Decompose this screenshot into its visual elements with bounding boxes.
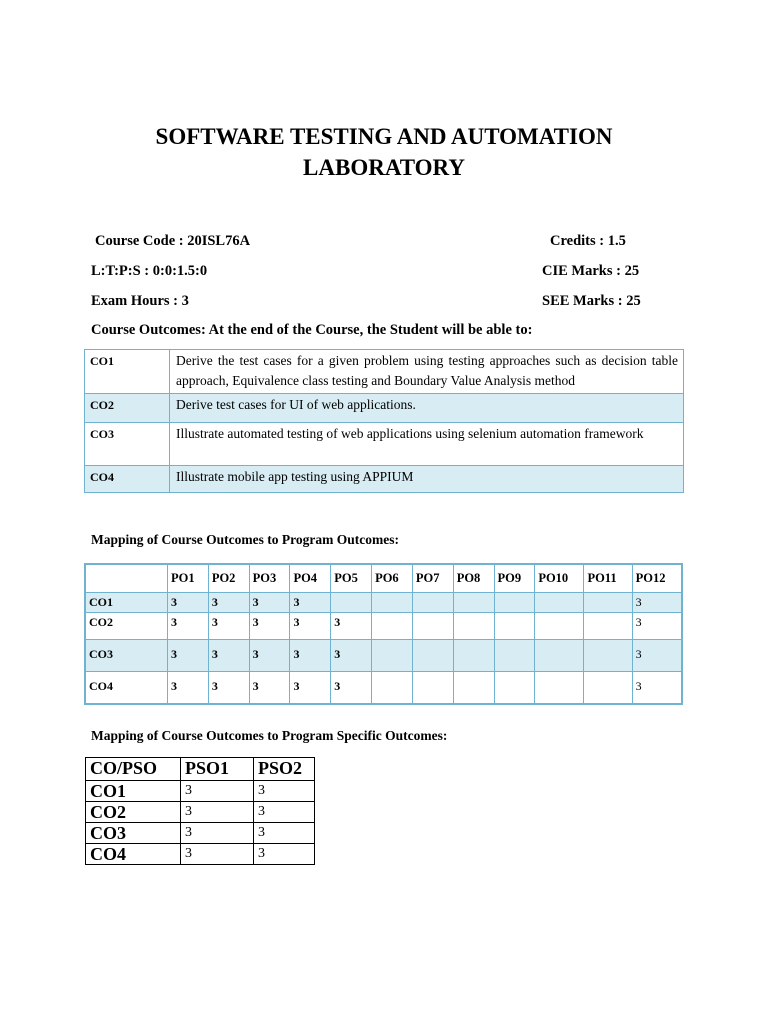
po-header: PO1 (168, 564, 209, 593)
po-header: PO11 (584, 564, 632, 593)
table-cell: 3 (632, 672, 682, 705)
row-label: CO4 (85, 672, 168, 705)
outcome-code: CO4 (85, 466, 170, 493)
row-label: CO3 (85, 640, 168, 672)
table-cell: 3 (249, 613, 290, 640)
table-cell (584, 640, 632, 672)
table-cell: 3 (168, 593, 209, 613)
table-cell: 3 (254, 781, 315, 802)
table-cell: 3 (249, 672, 290, 705)
table-cell (453, 640, 494, 672)
see-marks: SEE Marks : 25 (542, 293, 641, 309)
table-cell: 3 (254, 823, 315, 844)
table-cell: 3 (208, 613, 249, 640)
table-cell (372, 672, 413, 705)
table-cell: 3 (331, 640, 372, 672)
table-cell (453, 613, 494, 640)
row-label: CO4 (86, 844, 181, 865)
pso-header: PSO1 (181, 758, 254, 781)
table-row (86, 823, 315, 844)
po-corner-header (85, 564, 168, 593)
table-cell: 3 (632, 613, 682, 640)
po-mapping-heading: Mapping of Course Outcomes to Program Outcomes: (91, 532, 399, 547)
row-label: CO1 (85, 593, 168, 613)
course-title-line-2: LABORATORY (303, 155, 465, 180)
table-cell: 3 (254, 844, 315, 865)
table-cell (372, 640, 413, 672)
table-row (85, 613, 682, 640)
table-cell: 3 (181, 802, 254, 823)
table-row (86, 781, 315, 802)
table-cell (412, 613, 453, 640)
row-label: CO1 (86, 781, 181, 802)
table-row (85, 423, 684, 466)
table-cell: 3 (168, 640, 209, 672)
table-cell: 3 (249, 640, 290, 672)
table-cell: 3 (249, 593, 290, 613)
pso-header: PSO2 (254, 758, 315, 781)
table-cell (535, 672, 584, 705)
table-cell (535, 613, 584, 640)
table-row (85, 593, 682, 613)
po-header: PO2 (208, 564, 249, 593)
row-label: CO2 (86, 802, 181, 823)
course-outcomes-heading: Course Outcomes: At the end of the Course, the Student will be able to: (91, 322, 533, 338)
table-cell: 3 (331, 672, 372, 705)
table-cell (494, 640, 535, 672)
table-cell: 3 (181, 781, 254, 802)
table-cell (494, 672, 535, 705)
table-row (85, 672, 682, 705)
row-label: CO2 (85, 613, 168, 640)
row-label: CO3 (86, 823, 181, 844)
table-cell (535, 640, 584, 672)
table-cell (494, 613, 535, 640)
table-cell (453, 672, 494, 705)
course-title (0, 121, 768, 183)
outcome-code: CO3 (85, 423, 170, 466)
table-cell (412, 672, 453, 705)
po-header: PO5 (331, 564, 372, 593)
table-cell: 3 (181, 823, 254, 844)
table-row (85, 466, 684, 493)
table-cell (535, 593, 584, 613)
table-cell: 3 (632, 640, 682, 672)
table-cell: 3 (208, 593, 249, 613)
table-cell: 3 (168, 672, 209, 705)
table-cell: 3 (254, 802, 315, 823)
table-cell (372, 593, 413, 613)
table-cell (412, 593, 453, 613)
outcome-description: Derive the test cases for a given problem using testing approaches such as decision table approach, Equivalence class testing and Boundary Value Analysis method (170, 350, 684, 394)
table-cell (453, 593, 494, 613)
table-row (86, 844, 315, 865)
table-row (85, 640, 682, 672)
po-header: PO7 (412, 564, 453, 593)
po-mapping-table (84, 563, 683, 705)
table-header-row (85, 564, 682, 593)
exam-hours: Exam Hours : 3 (91, 293, 189, 309)
table-cell: 3 (290, 593, 331, 613)
table-cell (331, 593, 372, 613)
table-cell (372, 613, 413, 640)
table-cell: 3 (290, 672, 331, 705)
table-row (85, 394, 684, 423)
credits: Credits : 1.5 (550, 233, 626, 249)
cie-marks: CIE Marks : 25 (542, 263, 640, 279)
pso-mapping-table (85, 757, 315, 865)
outcome-description: Derive test cases for UI of web applications. (170, 394, 684, 423)
table-cell: 3 (290, 613, 331, 640)
table-cell: 3 (208, 640, 249, 672)
table-cell: 3 (208, 672, 249, 705)
po-header: PO8 (453, 564, 494, 593)
table-row (85, 350, 684, 394)
pso-mapping-heading: Mapping of Course Outcomes to Program Specific Outcomes: (91, 728, 448, 743)
course-title-line-1: SOFTWARE TESTING AND AUTOMATION (155, 124, 613, 149)
outcome-description: Illustrate mobile app testing using APPIUM (170, 466, 684, 493)
course-code: Course Code : 20ISL76A (95, 233, 251, 249)
outcome-code: CO2 (85, 394, 170, 423)
table-cell: 3 (290, 640, 331, 672)
table-row (86, 802, 315, 823)
po-header: PO4 (290, 564, 331, 593)
table-cell: 3 (632, 593, 682, 613)
course-outcomes-table (84, 349, 684, 493)
po-header: PO9 (494, 564, 535, 593)
table-cell: 3 (331, 613, 372, 640)
table-cell: 3 (181, 844, 254, 865)
table-cell: 3 (168, 613, 209, 640)
outcome-description: Illustrate automated testing of web applications using selenium automation framework (170, 423, 684, 466)
outcome-code: CO1 (85, 350, 170, 394)
table-cell (494, 593, 535, 613)
po-header: PO6 (372, 564, 413, 593)
po-header: PO10 (535, 564, 584, 593)
po-header: PO12 (632, 564, 682, 593)
pso-corner-header: CO/PSO (86, 758, 181, 781)
table-cell (584, 593, 632, 613)
table-cell (412, 640, 453, 672)
table-cell (584, 672, 632, 705)
table-header-row (86, 758, 315, 781)
table-cell (584, 613, 632, 640)
po-header: PO3 (249, 564, 290, 593)
ltps: L:T:P:S : 0:0:1.5:0 (91, 263, 208, 279)
